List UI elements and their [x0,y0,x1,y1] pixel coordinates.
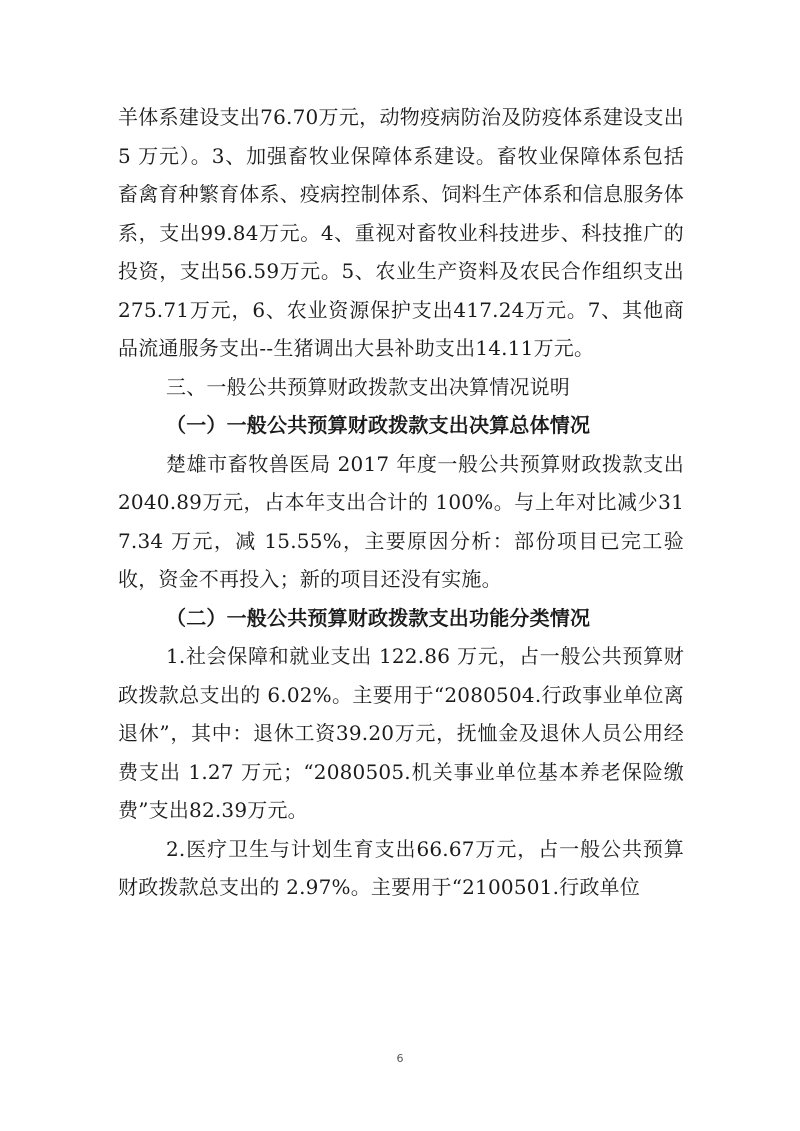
section-heading: 三、一般公共预算财政拨款支出决算情况说明 [166,374,570,399]
paragraph-continued: 羊体系建设支出76.70万元，动物疫病防治及防疫体系建设支出 5 万元）。3、加强畜牧业保障体系建设。畜牧业保障体系包括畜禽育种繁育体系、疫病控制体系、饲料生产体系和信息服务体系，支出99.84万元。4、重视对畜牧业科技进步、科技推广的投资，支出56.59万元。5、农业生产资料及农民合作组织支出275.71万元，6、农业资源保护支出417.24万元。7、其他商品流通服务支出--生猪调出大县补助支出14.11万元。 [118,105,684,360]
document-body [118,98,684,907]
paragraph-social-security: 1.社会保障和就业支出 122.86 万元，占一般公共预算财政拨款总支出的 6.02%。主要用于“2080504.行政事业单位离退休”，其中：退休工资39.20万元，抚恤金及退休人员公用经费支出 1.27 万元；“2080505.机关事业单位基本养老保险缴费”支出82.39万元。 [118,644,684,822]
paragraph-medical: 2.医疗卫生与计划生育支出66.67万元，占一般公共预算财政拨款总支出的 2.97%。主要用于“2100501.行政单位 [118,836,684,899]
subheading-overall: （一）一般公共预算财政拨款支出决算总体情况 [166,413,591,437]
paragraph-overall: 楚雄市畜牧兽医局 2017 年度一般公共预算财政拨款支出 2040.89万元，占本年支出合计的 100%。与上年对比减少317.34 万元，减 15.55%，主要原因分析：部份项目已完工验收，资金不再投入；新的项目还没有实施。 [118,451,684,591]
subheading-functional: （二）一般公共预算财政拨款支出功能分类情况 [166,605,591,630]
page-number: 6 [396,1052,404,1065]
